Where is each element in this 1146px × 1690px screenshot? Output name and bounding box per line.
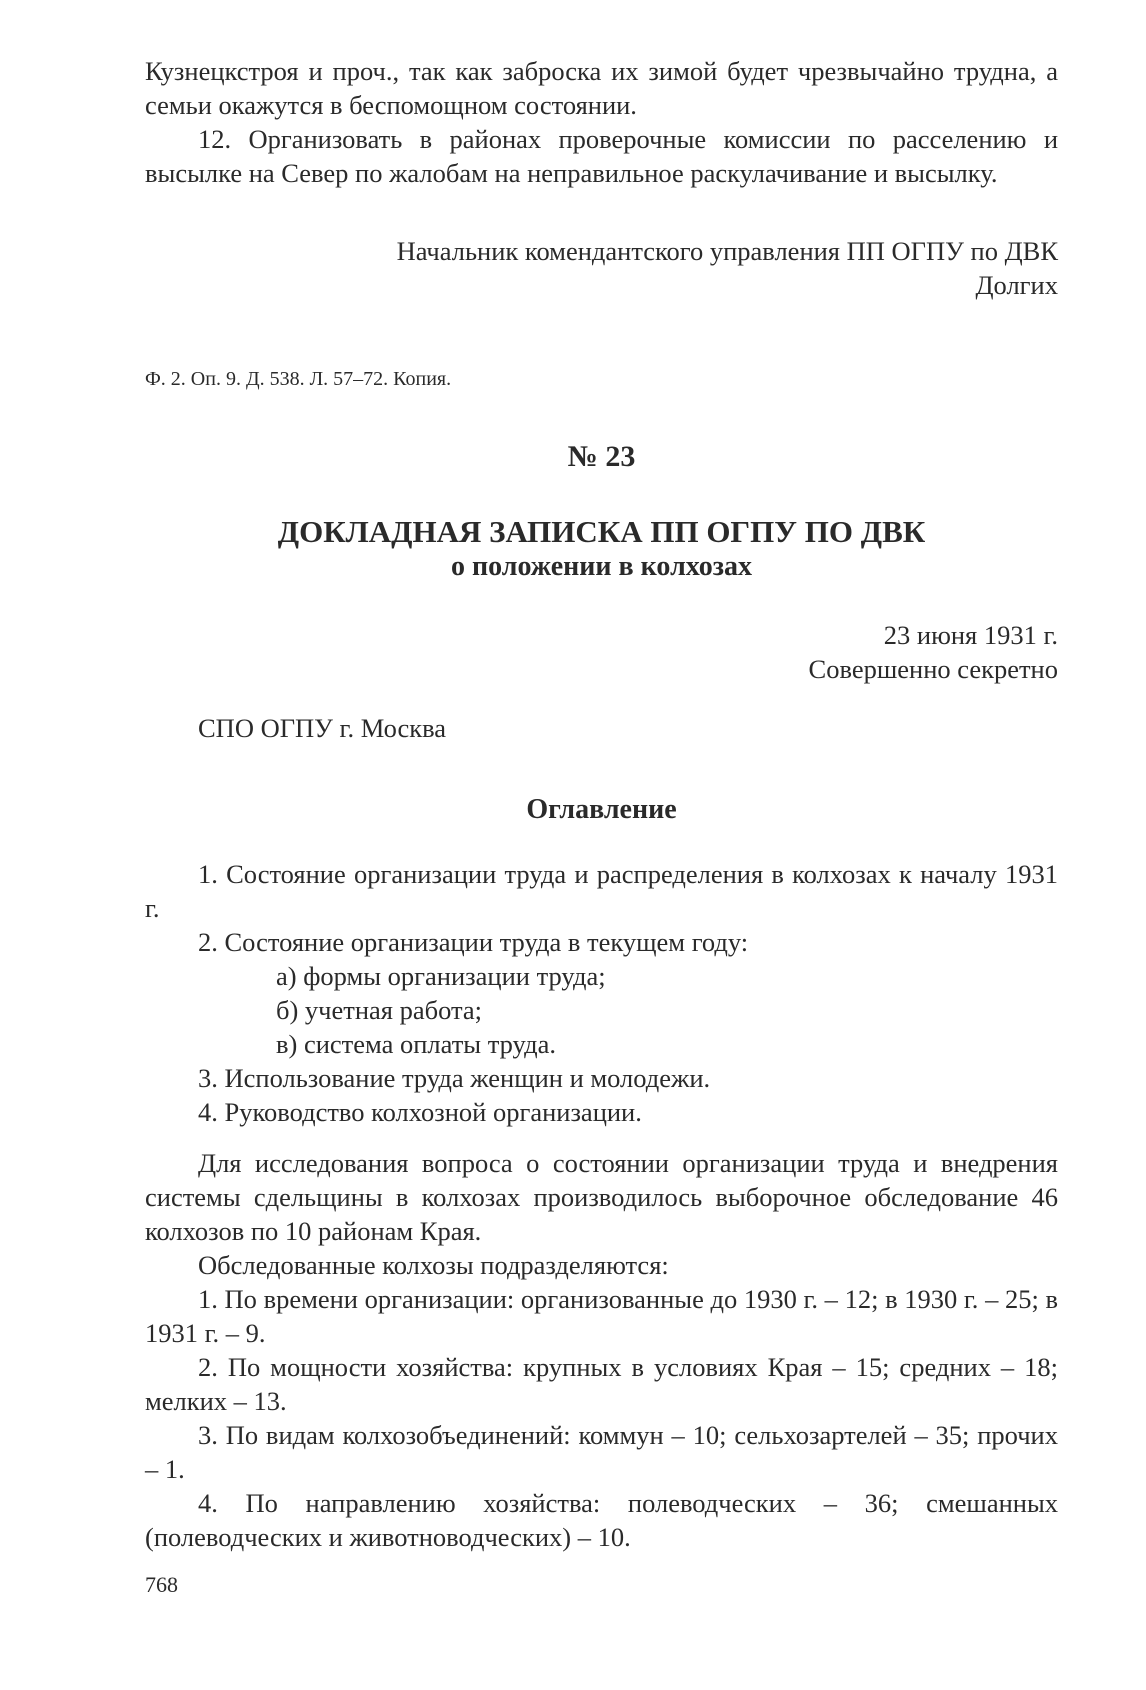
toc-heading: Оглавление	[526, 794, 677, 825]
addressee: СПО ОГПУ г. Москва	[198, 713, 447, 743]
signature-title: Начальник комендантского управления ПП ОГПУ по ДВК	[396, 236, 1058, 266]
toc-item: 2. Состояние организации труда в текущем году:	[198, 927, 749, 957]
signature-name: Долгих	[975, 270, 1058, 300]
toc-subitem: б) учетная работа;	[276, 995, 483, 1025]
document-heading	[145, 514, 1058, 584]
page-number: 768	[145, 1572, 178, 1597]
body-paragraph: 2. По мощности хозяйства: крупных в условиях Края – 15; средних – 18; мелких – 13.	[145, 1352, 1058, 1416]
toc-item: 4. Руководство колхозной организации.	[198, 1097, 642, 1127]
toc-item: 1. Состояние организации труда и распределения в колхозах к началу 1931 г.	[145, 859, 1058, 923]
body-paragraph: 4. По направлению хозяйства: полеводческих – 36; смешанных (полеводческих и животноводческих) – 10.	[145, 1488, 1058, 1552]
signature-block	[145, 234, 1058, 302]
previous-document-ending	[145, 54, 1058, 190]
toc-subitem: а) формы организации труда;	[276, 961, 606, 991]
document-number: № 23	[567, 440, 636, 473]
body-paragraph: 1. По времени организации: организованные до 1930 г. – 12; в 1930 г. – 25; в 1931 г. – 9.	[145, 1284, 1058, 1348]
body-paragraph: Обследованные колхозы подразделяются:	[198, 1250, 669, 1280]
toc-item: 3. Использование труда женщин и молодежи.	[198, 1063, 711, 1093]
classification-label: Совершенно секретно	[808, 654, 1058, 684]
table-of-contents	[145, 857, 1058, 1129]
paragraph-item-12: 12. Организовать в районах проверочные комиссии по расселению и высылке на Север по жалобам на неправильное раскулачивание и высылку.	[145, 124, 1058, 188]
body-paragraph: Для исследования вопроса о состоянии организации труда и внедрения системы сдельщины в колхозах производилось выборочное обследование 46 колхозов по 10 районам Края.	[145, 1148, 1058, 1246]
document-subtitle: о положении в колхозах	[451, 551, 752, 582]
date-block	[145, 618, 1058, 686]
paragraph-continuation: Кузнецкстроя и проч., так как заброска их зимой будет чрезвычайно трудна, а семьи окажутся в беспомощном состоянии.	[145, 56, 1058, 120]
body-paragraph: 3. По видам колхозобъединений: коммун – 10; сельхозартелей – 35; прочих – 1.	[145, 1420, 1058, 1484]
document-date: 23 июня 1931 г.	[883, 620, 1058, 650]
document-title: ДОКЛАДНАЯ ЗАПИСКА ПП ОГПУ ПО ДВК	[277, 514, 926, 549]
document-body	[145, 1146, 1058, 1554]
toc-subitem: в) система оплаты труда.	[276, 1029, 556, 1059]
archive-reference: Ф. 2. Оп. 9. Д. 538. Л. 57–72. Копия.	[145, 368, 452, 390]
